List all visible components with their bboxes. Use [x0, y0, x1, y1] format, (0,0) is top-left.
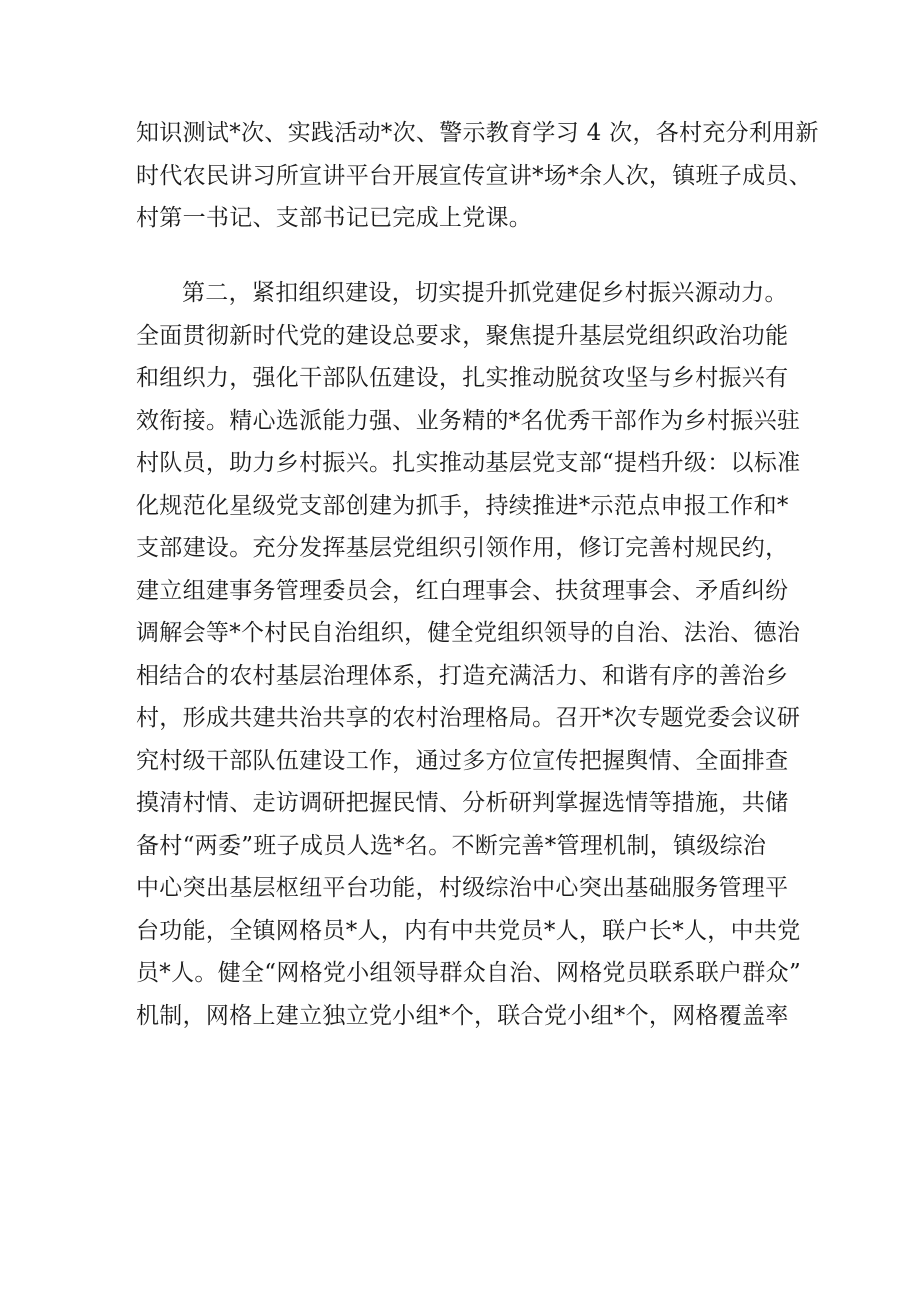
paragraph-2-line-4: 效衔接。精心选派能力强、业务精的*名优秀干部作为乡村振兴驻 [136, 407, 801, 434]
paragraph-2-line-17: 员*人。健全“网格党小组领导群众自治、网格党员联系联户群众” [136, 960, 802, 986]
paragraph-2-line-2: 全面贯彻新时代党的建设总要求，聚焦提升基层党组织政治功能 [136, 322, 789, 349]
paragraph-2-line-11: 村，形成共建共治共享的农村治理格局。召开*次专题党委会议研 [136, 705, 801, 731]
paragraph-2-line-5: 村队员，助力乡村振兴。扎实推动基层党支部“提档升级：以标准 [136, 450, 801, 476]
paragraph-2-line-16: 台功能，全镇网格员*人，内有中共党员*人，联户长*人，中共党 [136, 917, 801, 944]
paragraph-2-heading-line: 第二，紧扣组织建设，切实提升抓党建促乡村振兴源动力。 [182, 280, 788, 306]
paragraph-2-line-15: 中心突出基层枢纽平台功能，村级综治中心突出基础服务管理平 [136, 875, 789, 901]
paragraph-2-line-13: 摸清村情、走访调研把握民情、分析研判掌握选情等措施，共储 [136, 790, 789, 816]
paragraph-1 [136, 112, 819, 240]
paragraph-1-line-2: 时代农民讲习所宣讲平台开展宣传宣讲*场*余人次，镇班子成员、 [136, 162, 812, 189]
paragraph-1-line-1: 知识测试*次、实践活动*次、警示教育学习 4 次，各村充分利用新 [136, 120, 819, 146]
paragraph-2-line-3: 和组织力，强化干部队伍建设，扎实推动脱贫攻坚与乡村振兴有 [136, 365, 789, 391]
paragraph-2-line-9: 调解会等*个村民自治组织，健全党组织领导的自治、法治、德治 [136, 620, 801, 646]
paragraph-2-line-18: 机制，网格上建立独立党小组*个，联合党小组*个，网格覆盖率 [136, 1002, 789, 1029]
paragraph-2-line-8: 建立组建事务管理委员会，红白理事会、扶贫理事会、矛盾纠纷 [136, 577, 789, 604]
paragraph-2-line-10: 相结合的农村基层治理体系，打造充满活力、和谐有序的善治乡 [136, 662, 789, 689]
paragraph-2-line-14: 备村“两委”班子成员人选*名。不断完善*管理机制，镇级综治 [136, 832, 767, 859]
paragraph-2-line-7: 支部建设。充分发挥基层党组织引领作用，修订完善村规民约， [136, 535, 789, 561]
paragraph-2-line-6: 化规范化星级党支部创建为抓手，持续推进*示范点申报工作和* [136, 492, 789, 519]
paragraph-1-line-3: 村第一书记、支部书记已完成上党课。 [136, 205, 533, 231]
paragraph-2-line-12: 究村级干部队伍建设工作，通过多方位宣传把握舆情、全面排查 [136, 747, 789, 774]
paragraph-2 [136, 272, 802, 1037]
